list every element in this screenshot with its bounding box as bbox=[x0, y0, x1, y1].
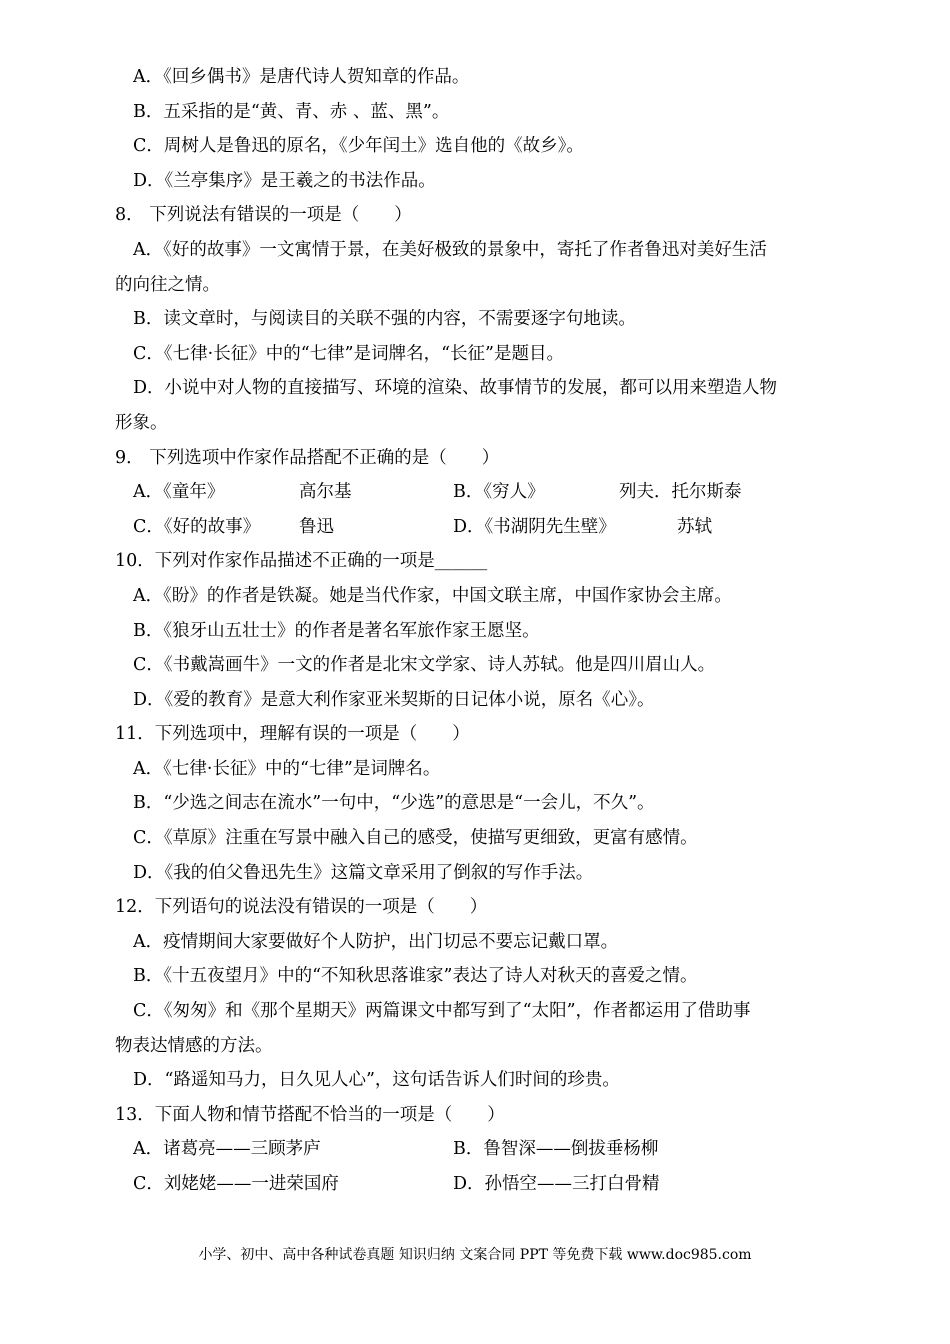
question-stem: 10．下列对作家作品描述不正确的一项是______ bbox=[115, 551, 488, 572]
question-stem: 11．下列选项中，理解有误的一项是（ ） bbox=[115, 724, 470, 745]
option-author: 鲁迅 bbox=[299, 516, 334, 537]
option-row bbox=[115, 475, 845, 510]
option-line: A．疫情期间大家要做好个人防护，出门切忌不要忘记戴口罩。 bbox=[133, 931, 619, 952]
option-line: C．《七律·长征》中的“七律”是词牌名，“长征”是题目。 bbox=[133, 343, 564, 364]
option-line: C．《书戴嵩画牛》一文的作者是北宋文学家、诗人苏轼。他是四川眉山人。 bbox=[133, 655, 716, 676]
option-b bbox=[453, 475, 833, 510]
option-work: A．《童年》 bbox=[133, 482, 225, 503]
option-author: 苏轼 bbox=[677, 516, 712, 537]
option-line: B．读文章时，与阅读目的关联不强的内容，不需要逐字句地读。 bbox=[133, 309, 636, 330]
question-7-options bbox=[115, 60, 845, 198]
page-footer: 小学、初中、高中各种试卷真题 知识归纳 文案合同 PPT 等免费下载 www.doc985.com bbox=[198, 1247, 752, 1263]
option-line: B．五采指的是“黄、青、赤 、蓝、黑”。 bbox=[133, 101, 450, 122]
option-author: 列夫．托尔斯泰 bbox=[619, 482, 742, 503]
option-continuation: 形象。 bbox=[115, 412, 168, 433]
option-work: D．《书湖阴先生壁》 bbox=[453, 516, 616, 537]
option-row bbox=[115, 1167, 845, 1202]
option-line: D．“路遥知马力，日久见人心”，这句话告诉人们时间的珍贵。 bbox=[133, 1070, 620, 1091]
option-row bbox=[115, 510, 845, 545]
question-10 bbox=[115, 544, 845, 717]
option-a: A．诸葛亮——三顾茅庐 bbox=[133, 1139, 321, 1160]
question-stem: 9． 下列选项中作家作品搭配不正确的是（ ） bbox=[115, 447, 500, 468]
option-continuation: 物表达情感的方法。 bbox=[115, 1035, 273, 1056]
option-line: A．《好的故事》一文寓情于景，在美好极致的景象中，寄托了作者鲁迅对美好生活 bbox=[133, 239, 767, 260]
option-line: B．《十五夜望月》中的“不知秋思落谁家”表达了诗人对秋天的喜爱之情。 bbox=[133, 966, 698, 987]
option-line: C．《匆匆》和《那个星期天》两篇课文中都写到了“太阳”，作者都运用了借助事 bbox=[133, 1001, 751, 1022]
option-work: C．《好的故事》 bbox=[133, 516, 261, 537]
option-line: B．《狼牙山五壮士》的作者是著名军旅作家王愿坚。 bbox=[133, 620, 540, 641]
option-b: B．鲁智深——倒拔垂杨柳 bbox=[453, 1139, 659, 1160]
question-stem: 8． 下列说法有错误的一项是（ ） bbox=[115, 205, 412, 226]
option-work: B．《穷人》 bbox=[453, 482, 545, 503]
option-line: C．《草原》注重在写景中融入自己的感受，使描写更细致，更富有感情。 bbox=[133, 828, 698, 849]
option-d: D．孙悟空——三打白骨精 bbox=[453, 1174, 660, 1194]
option-c bbox=[115, 510, 453, 545]
option-line: D．小说中对人物的直接描写、环境的渲染、故事情节的发展，都可以用来塑造人物 bbox=[133, 378, 778, 399]
question-8 bbox=[115, 198, 845, 440]
option-line: C．周树人是鲁迅的原名，《少年闰土》选自他的《故乡》。 bbox=[133, 136, 584, 157]
option-continuation: 的向往之情。 bbox=[115, 274, 220, 295]
option-line: A．《七律·长征》中的“七律”是词牌名。 bbox=[133, 758, 441, 779]
option-c: C．刘姥姥——一进荣国府 bbox=[133, 1174, 339, 1194]
option-line: D．《我的伯父鲁迅先生》这篇文章采用了倒叙的写作手法。 bbox=[133, 862, 594, 883]
option-d bbox=[453, 510, 833, 545]
option-line: D．《兰亭集序》是王羲之的书法作品。 bbox=[133, 170, 436, 191]
question-11 bbox=[115, 717, 845, 890]
question-9 bbox=[115, 441, 845, 545]
option-row bbox=[115, 1132, 845, 1167]
option-line: B．“少选之间志在流水”一句中，“少选”的意思是“一会儿，不久”。 bbox=[133, 793, 655, 814]
question-list bbox=[115, 60, 845, 1202]
option-author: 高尔基 bbox=[299, 482, 352, 503]
question-stem: 13．下面人物和情节搭配不恰当的一项是（ ） bbox=[115, 1104, 505, 1125]
option-line: A．《回乡偶书》是唐代诗人贺知章的作品。 bbox=[133, 67, 470, 87]
option-line: D．《爱的教育》是意大利作家亚米契斯的日记体小说，原名《心》。 bbox=[133, 689, 655, 710]
question-12 bbox=[115, 890, 845, 1098]
option-line: A．《盼》的作者是铁凝。她是当代作家，中国文联主席，中国作家协会主席。 bbox=[133, 585, 732, 606]
question-13 bbox=[115, 1098, 845, 1202]
option-a bbox=[115, 475, 453, 510]
question-stem: 12．下列语句的说法没有错误的一项是（ ） bbox=[115, 897, 488, 918]
